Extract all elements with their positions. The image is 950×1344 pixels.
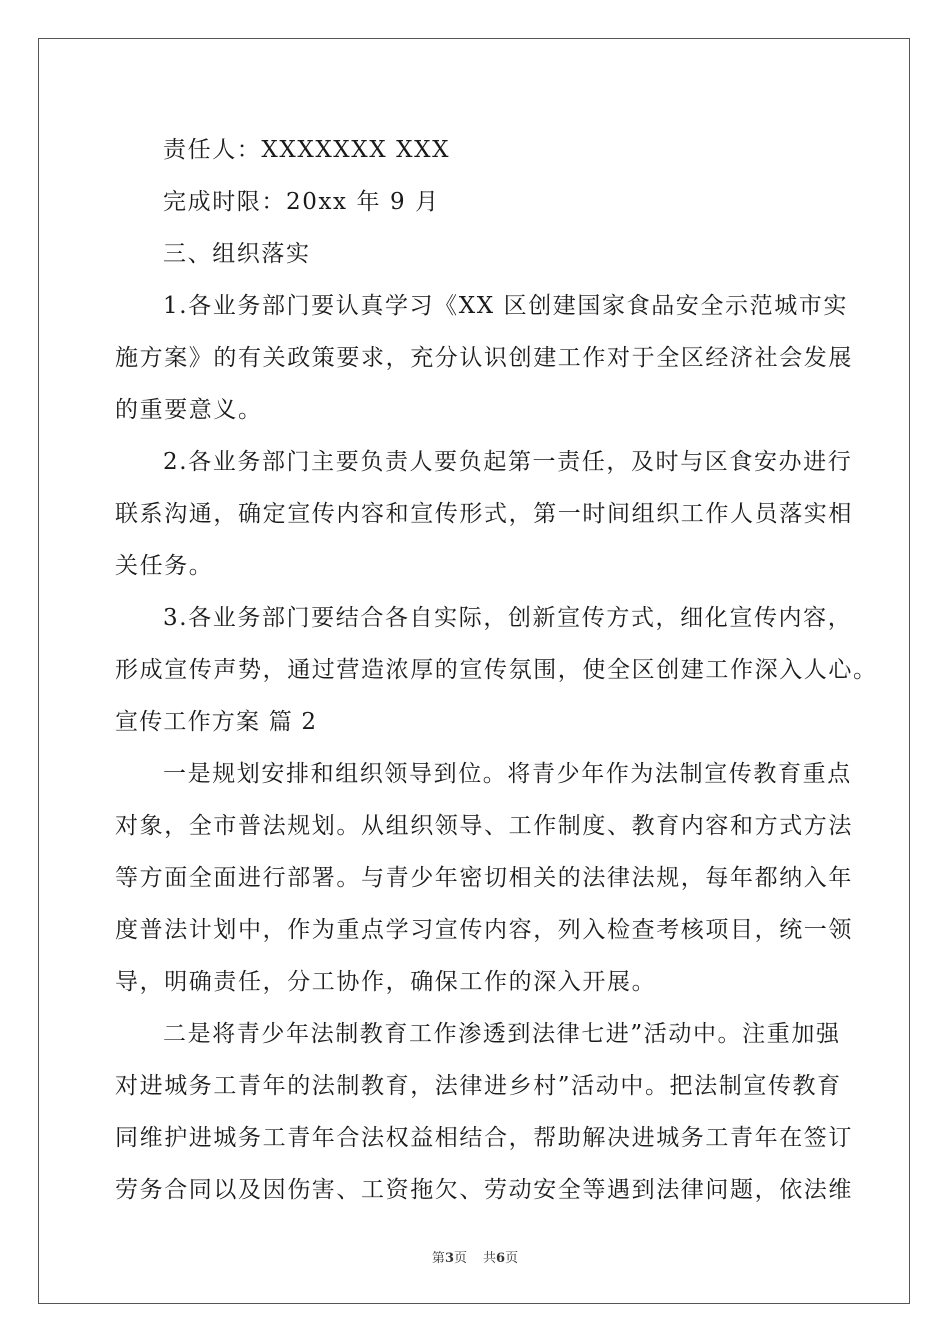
- page-current: 3: [444, 1251, 454, 1266]
- text-line: 对象，全市普法规划。从组织领导、工作制度、教育内容和方式方法: [115, 813, 853, 839]
- text-line: 度普法计划中，作为重点学习宣传内容，列入检查考核项目，统一领: [115, 917, 853, 943]
- text-line: 形成宣传声势，通过营造浓厚的宣传氛围，使全区创建工作深入人心。: [115, 657, 878, 683]
- page-suffix: 页: [453, 1251, 467, 1266]
- text-line: 1.各业务部门要认真学习《XX 区创建国家食品安全示范城市实: [163, 293, 849, 319]
- text-line: 一是规划安排和组织领导到位。将青少年作为法制宣传教育重点: [163, 761, 852, 787]
- total-prefix: 共: [483, 1251, 497, 1266]
- text-line: 劳务合同以及因伤害、工资拖欠、劳动安全等遇到法律问题，依法维: [115, 1177, 853, 1203]
- text-line: 2.各业务部门主要负责人要负起第一责任，及时与区食安办进行: [163, 449, 853, 475]
- text-line: 3.各业务部门要结合各自实际，创新宣传方式，细化宣传内容，: [163, 605, 853, 631]
- text-line: 完成时限：20xx 年 9 月: [163, 189, 440, 215]
- text-line: 二是将青少年法制教育工作渗透到法律七进”活动中。注重加强: [163, 1021, 841, 1047]
- section-heading: 三、组织落实: [163, 241, 311, 267]
- text-line: 施方案》的有关政策要求，充分认识创建工作对于全区经济社会发展: [115, 345, 853, 371]
- section-title: 宣传工作方案 篇 2: [115, 709, 318, 735]
- text-line: 等方面全面进行部署。与青少年密切相关的法律法规，每年都纳入年: [115, 865, 853, 891]
- document-body: [115, 124, 878, 1216]
- text-line: 联系沟通，确定宣传内容和宣传形式，第一时间组织工作人员落实相: [115, 501, 853, 527]
- page-total: 6: [496, 1251, 506, 1266]
- text-line: 的重要意义。: [115, 397, 263, 423]
- text-line: 对进城务工青年的法制教育，法律进乡村”活动中。把法制宣传教育: [115, 1073, 842, 1099]
- text-line: 责任人：XXXXXXX XXX: [163, 137, 451, 163]
- page-prefix: 第: [431, 1251, 445, 1266]
- page-footer: [0, 1247, 950, 1266]
- text-line: 同维护进城务工青年合法权益相结合，帮助解决进城务工青年在签订: [115, 1125, 853, 1151]
- total-suffix: 页: [505, 1251, 519, 1266]
- text-line: 导，明确责任，分工协作，确保工作的深入开展。: [115, 969, 657, 995]
- text-line: 关任务。: [115, 553, 214, 579]
